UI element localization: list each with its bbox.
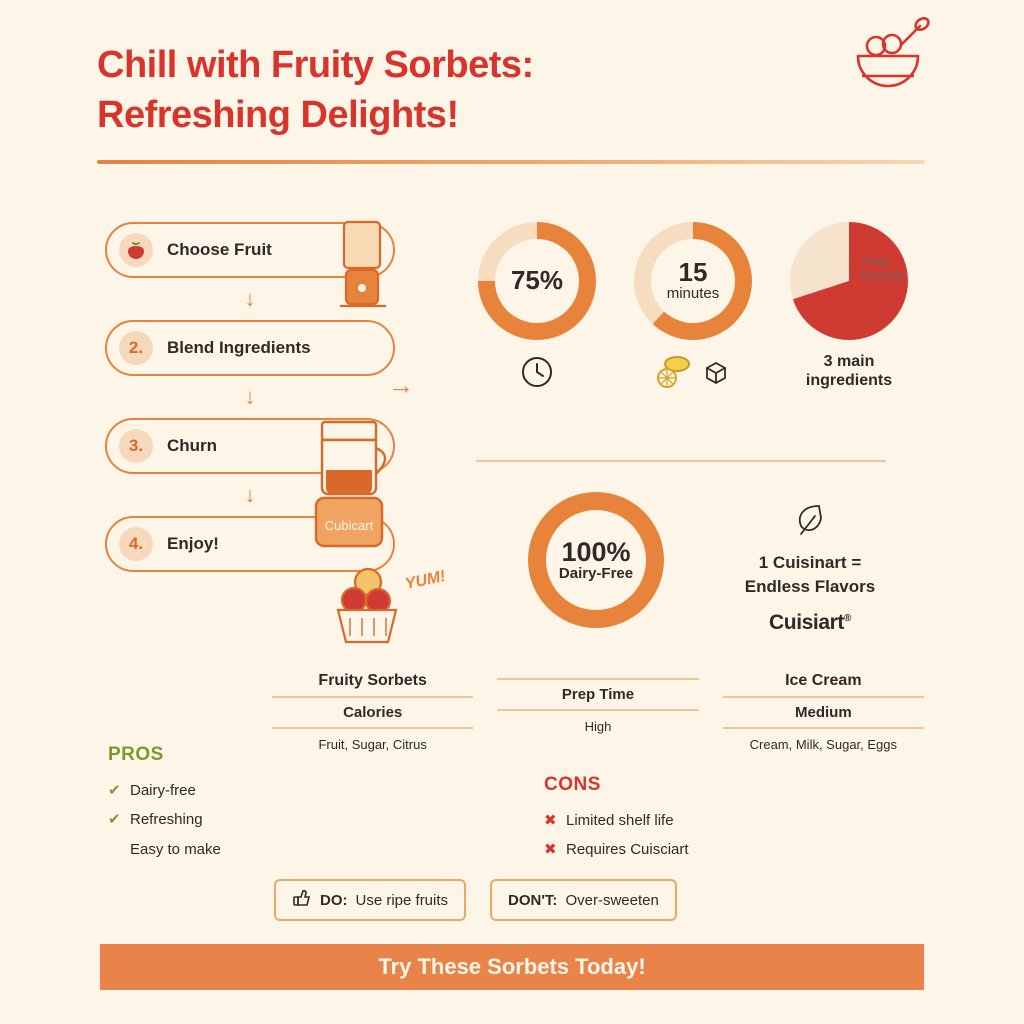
comparison-col-sorbets [272, 672, 473, 752]
comparison-col-icecream-metric: Medium [723, 698, 924, 729]
stat-time-unit: minutes [666, 285, 720, 303]
header [97, 40, 927, 140]
page-title [97, 40, 717, 140]
dairy-free-label: Dairy-Free [558, 564, 634, 582]
comparison-col-preptime-detail: High [584, 719, 612, 734]
pros-item-1-text: Dairy-free [130, 782, 196, 799]
comparison-col-preptime [497, 672, 698, 752]
step-1-label: Choose Fruit [167, 240, 272, 259]
page-title-line2: Refreshing Delights! [97, 94, 459, 137]
comparison-col-sorbets-header: Fruity Sorbets [272, 672, 473, 698]
pros-item-3-text: Easy to make [130, 840, 221, 858]
blender-large-icon [300, 418, 410, 565]
donut-dairy-free [528, 492, 664, 628]
stat-time [626, 222, 760, 394]
stat-time-value: 15 [678, 257, 708, 288]
sundae-icon [330, 560, 404, 653]
page-title-line1: Chill with Fruity Sorbets: [97, 44, 534, 86]
stats-divider [476, 460, 886, 462]
pie-label-line1: Fruity [862, 256, 890, 268]
stats-row [470, 222, 920, 394]
cons-item-2 [544, 835, 794, 864]
do-label: DO: [320, 891, 348, 909]
comparison-col-icecream-header: Ice Cream [723, 672, 924, 698]
cons-title: CONS [544, 774, 601, 795]
comparison-col-icecream-detail: Cream, Milk, Sugar, Eggs [749, 737, 898, 752]
thumbs-up-icon [292, 888, 312, 912]
step-arrow-2: ↓ [244, 384, 256, 409]
lemon-icon [655, 355, 693, 389]
yum-label: YUM! [403, 567, 448, 594]
check-icon: ✔ [108, 811, 121, 829]
clock-icon [520, 355, 554, 389]
pie-label-line2: Desserts [862, 269, 906, 282]
stat-dairy-free [516, 492, 676, 628]
sugar-cube-icon [701, 357, 731, 387]
cuisinart-line1: 1 Cuisinart = [758, 553, 862, 572]
stat-ingredients-caption: 3 main ingredients [805, 353, 893, 390]
stat-time-icons [626, 350, 760, 394]
comparison-col-sorbets-metric: Calories [272, 698, 473, 729]
dont-box[interactable] [490, 879, 677, 921]
footer-cta-text: Try These Sorbets Today! [378, 954, 646, 979]
do-text: Use ripe fruits [355, 891, 449, 909]
check-icon: ✔ [108, 782, 121, 799]
cross-icon: ✖ [544, 841, 557, 859]
comparison-col-preptime-metric: Prep Time [497, 680, 698, 711]
donut-75 [478, 222, 596, 340]
sorbet-bowl-icon [844, 14, 936, 99]
svg-text:Cubicart: Cubicart [324, 518, 374, 533]
stat-percent-icons [470, 350, 604, 394]
pie-label [862, 256, 905, 284]
step-4-label: Enjoy! [167, 534, 219, 553]
step-4-badge: 4. [119, 527, 153, 561]
do-box[interactable] [274, 879, 466, 921]
cons-item-1-text: Limited shelf life [566, 812, 674, 829]
cuisinart-line2: Endless Flavors [744, 576, 876, 596]
comparison-table [272, 672, 924, 752]
stat-ingredients [782, 222, 916, 394]
cons-item-1 [544, 806, 794, 835]
step-1-badge [119, 233, 153, 267]
step-2-badge: 2. [119, 331, 153, 365]
blender-small-icon [330, 218, 396, 319]
dont-label: DON'T: [508, 891, 558, 909]
step-arrow-1: ↓ [244, 286, 256, 311]
dairy-free-value: 100% [561, 536, 631, 567]
donut-15-minutes [634, 222, 752, 340]
pros-item-3 [108, 835, 328, 864]
do-dont-row [274, 879, 677, 921]
pros-title: PROS [108, 744, 164, 765]
cons-block [544, 774, 794, 865]
comparison-col-sorbets-detail: Fruit, Sugar, Citrus [318, 737, 427, 752]
pie-fruity-desserts [790, 222, 908, 340]
comparison-col-icecream [723, 672, 924, 752]
step-2[interactable] [105, 320, 395, 376]
pros-item-1 [108, 776, 328, 805]
stat-percent [470, 222, 604, 394]
step-3-label: Churn [167, 436, 218, 455]
header-divider [97, 160, 925, 164]
pros-item-2-text: Refreshing [130, 811, 203, 829]
leaf-icon [700, 500, 920, 545]
step-3-badge: 3. [119, 429, 153, 463]
stat-percent-value: 75% [510, 265, 564, 296]
step-2-label: Blend Ingredients [167, 338, 311, 357]
comparison-col-preptime-header [497, 672, 698, 680]
dont-text: Over-sweeten [565, 891, 659, 909]
cuisinart-block [700, 500, 920, 635]
brand-mark: ® [844, 612, 851, 624]
pros-block [108, 744, 328, 864]
footer-banner[interactable] [100, 944, 924, 990]
step-arrow-3: ↓ [244, 482, 256, 507]
cons-item-2-text: Requires Cuisciart [566, 841, 689, 859]
brand-label: Cuisiart [769, 610, 845, 634]
pros-item-2 [108, 805, 328, 834]
cross-icon: ✖ [544, 812, 557, 829]
brand-name [700, 611, 920, 635]
flow-arrow-right: → [388, 370, 414, 400]
